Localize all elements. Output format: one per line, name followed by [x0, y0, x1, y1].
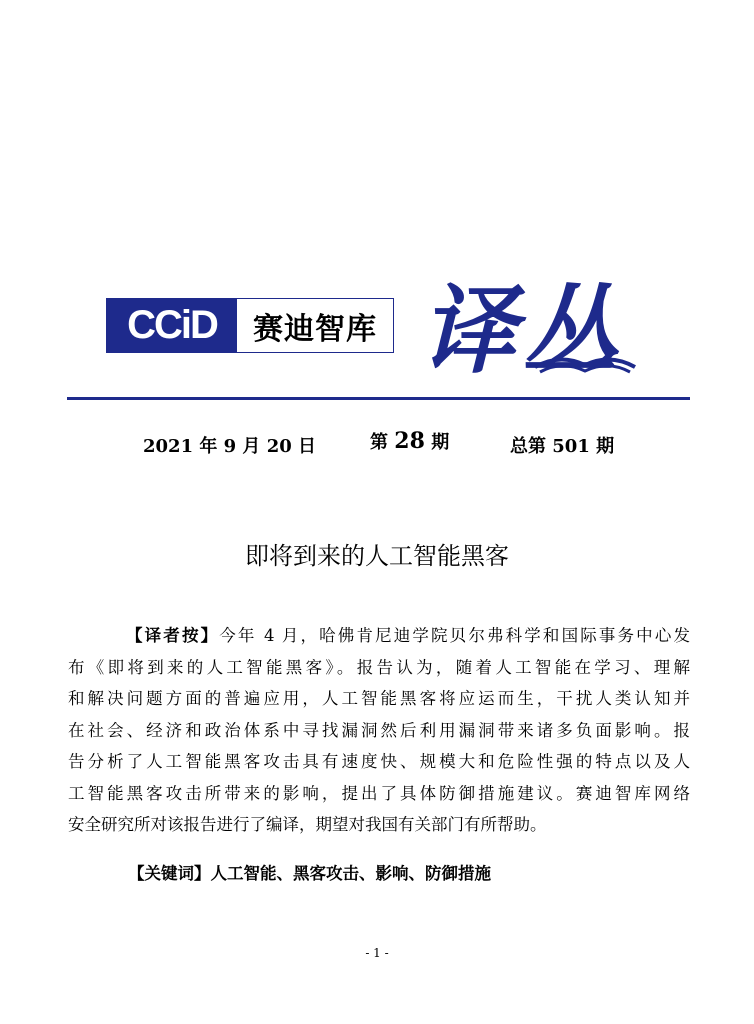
- abstract-line: 【译者按】今年 4 月，哈佛肯尼迪学院贝尔弗科学和国际事务中心发: [126, 626, 690, 645]
- abstract-line: 和解决问题方面的普遍应用，人工智能黑客将应运而生，干扰人类认知并: [68, 689, 690, 708]
- keywords-text: 人工智能、黑客攻击、影响、防御措施: [210, 864, 491, 883]
- document-title: 即将到来的人工智能黑客: [245, 542, 509, 570]
- issue-date: 2021 年 9 月 20 日: [143, 436, 317, 457]
- abstract-line: 工智能黑客攻击所带来的影响，提出了具体防御措施建议。赛迪智库网络: [68, 783, 690, 803]
- issue-total: 总第 501 期: [510, 436, 615, 457]
- header-rule: [67, 397, 690, 400]
- page-number: - 1 -: [365, 946, 389, 960]
- keywords: [128, 860, 491, 884]
- abstract-line: 告分析了人工智能黑客攻击具有速度快、规模大和危险性强的特点以及人: [68, 752, 690, 771]
- open-book-icon: [530, 345, 640, 375]
- series-title: 译丛: [420, 274, 624, 387]
- issue-number: [370, 428, 449, 454]
- keywords-label: 【关键词】: [128, 864, 211, 883]
- issue-number-value: 28: [394, 428, 425, 454]
- translator-note-label: 【译者按】: [126, 626, 220, 645]
- ccid-logo: [106, 298, 394, 353]
- logo-name: 赛迪智库: [253, 311, 377, 347]
- translator-note: [68, 620, 690, 841]
- abstract-line: 布《即将到来的人工智能黑客》。报告认为，随着人工智能在学习、理解: [68, 657, 690, 677]
- issue-number-prefix: 第: [370, 432, 388, 453]
- issue-number-suffix: 期: [431, 432, 450, 453]
- abstract-line: 在社会、经济和政治体系中寻找漏洞然后利用漏洞带来诸多负面影响。报: [68, 720, 690, 740]
- abstract-line: 安全研究所对该报告进行了编译，期望对我国有关部门有所帮助。: [68, 815, 547, 834]
- logo-ccid-mark: CCiD: [107, 299, 237, 352]
